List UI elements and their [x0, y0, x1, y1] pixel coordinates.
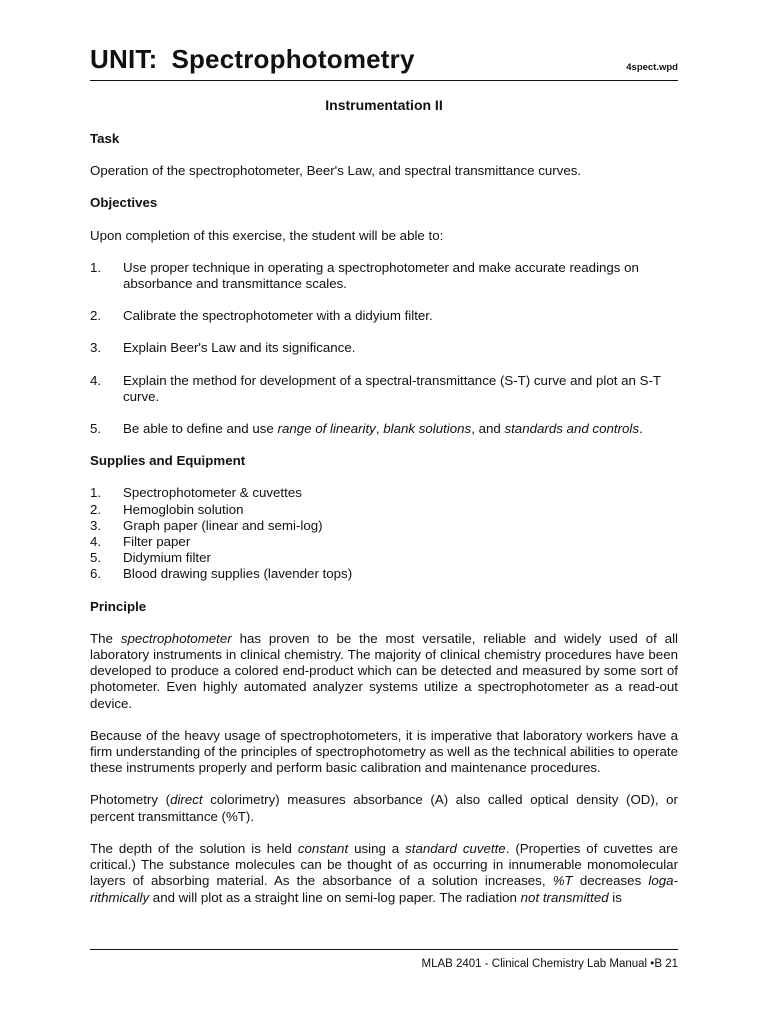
principle-paragraph-1: The spectrophotometer has proven to be the most versatile, reliable and widely used of all laboratory instruments in clinical chemistry. The majority of clinical chemistry procedures have been developed to produce a colored end-product which can be detected and measured by some sort of photometer. Even highly automated analyzer systems utilize a spectrophotometer as a read-out device.: [90, 630, 678, 711]
page-subtitle: Instrumentation II: [325, 97, 443, 113]
footer-rule: [90, 949, 678, 950]
objective-number: 2.: [90, 308, 102, 324]
objectives-intro: Upon completion of this exercise, the student will be able to:: [90, 227, 444, 243]
objective-number: 3.: [90, 340, 102, 356]
header-rule: [90, 80, 678, 81]
objective-text: Calibrate the spectrophotometer with a didyium filter.: [123, 308, 433, 324]
page-footer: MLAB 2401 - Clinical Chemistry Lab Manual •B 21: [421, 958, 678, 970]
principle-paragraph-3: Photometry (direct colorimetry) measures absorbance (A) also called optical density (OD), or percent transmittance (%T).: [90, 792, 678, 824]
supply-item: 2. Hemoglobin solution: [90, 501, 244, 517]
supplies-heading: Supplies and Equipment: [90, 453, 246, 469]
term-standards-and-controls: standards and controls: [504, 421, 639, 437]
unit-name: Spectrophotometry: [171, 44, 415, 74]
objectives-heading: Objectives: [90, 195, 158, 211]
objective-number: 5.: [90, 421, 102, 437]
objective-item: [90, 308, 678, 324]
objective-item: [90, 421, 678, 437]
term-blank-solutions: blank solutions: [383, 421, 472, 437]
principle-paragraph-4: The depth of the solution is held constant using a standard cuvette. (Properties of cuvettes are critical.) The substance molecules can be thought of as occurring in innumerable monomolecular layers of absorbing material. As the absorbance of a solution increases, %T decreases loga-rithmically and will plot as a straight line on semi-log paper. The radiation not transmitted is: [90, 840, 678, 905]
objective-text: Explain the method for development of a spectral-transmittance (S-T) curve and plot an S-T curve.: [123, 372, 661, 404]
unit-title: [90, 44, 415, 75]
supply-item: 4. Filter paper: [90, 534, 191, 550]
objective-text: Explain Beer's Law and its significance.: [123, 340, 356, 356]
term-range-of-linearity: range of linearity: [277, 421, 376, 437]
principle-heading: Principle: [90, 598, 147, 614]
task-text: Operation of the spectrophotometer, Beer's Law, and spectral transmittance curves.: [90, 163, 582, 179]
supply-item: 3. Graph paper (linear and semi-log): [90, 517, 323, 533]
objectives-list: [90, 260, 678, 437]
unit-label: UNIT:: [90, 44, 158, 74]
objective-item: [90, 260, 678, 292]
objective-text: Be able to define and use range of linearity, blank solutions, and standards and controls.: [123, 421, 643, 437]
objective-item: [90, 340, 678, 356]
supply-item: 6. Blood drawing supplies (lavender tops): [90, 566, 353, 582]
supply-item: 5. Didymium filter: [90, 550, 211, 566]
objective-item: [90, 373, 678, 405]
objective-text: Use proper technique in operating a spectrophotometer and make accurate readings on absorbance and transmittance scales.: [123, 259, 639, 292]
supplies-list: [90, 485, 678, 582]
file-code: 4spect.wpd: [626, 62, 678, 73]
objective-number: 4.: [90, 372, 102, 388]
document-body: [90, 131, 678, 922]
objective-number: 1.: [90, 259, 102, 275]
principle-paragraph-2: Because of the heavy usage of spectrophotometers, it is imperative that laboratory workers have a firm understanding of the principles of spectrophotometry as well as the technical abilities to operate these instruments properly and perform basic calibration and maintenance procedures.: [90, 727, 678, 776]
supply-item: 1. Spectrophotometer & cuvettes: [90, 485, 302, 501]
task-heading: Task: [90, 131, 120, 146]
